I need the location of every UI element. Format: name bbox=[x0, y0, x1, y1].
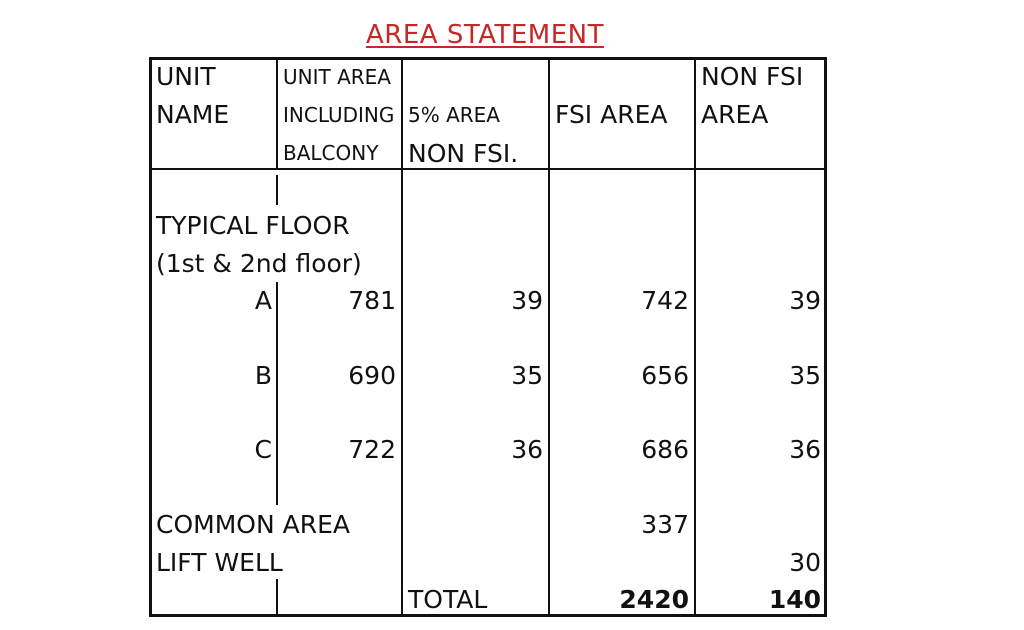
column-divider-4 bbox=[694, 57, 696, 617]
common-area-label: COMMON AREA bbox=[156, 510, 350, 539]
header-pct-area-line1: 5% AREA bbox=[408, 103, 500, 127]
row-a-fsi-area: 742 bbox=[641, 286, 689, 315]
row-c-pct-area: 36 bbox=[511, 435, 543, 464]
total-label: TOTAL bbox=[408, 585, 488, 614]
row-b-unit-area: 690 bbox=[348, 361, 396, 390]
header-non-fsi-area-line1: NON FSI bbox=[701, 62, 804, 91]
common-area-fsi-area: 337 bbox=[641, 510, 689, 539]
row-c-non-fsi-area: 36 bbox=[789, 435, 821, 464]
column-divider-1-segment bbox=[276, 175, 278, 205]
header-divider bbox=[149, 168, 827, 170]
header-pct-area-line2: NON FSI. bbox=[408, 139, 519, 168]
column-divider-2 bbox=[401, 57, 403, 617]
row-c-unit-area: 722 bbox=[348, 435, 396, 464]
column-divider-1-segment bbox=[276, 282, 278, 505]
section-label: TYPICAL FLOOR bbox=[156, 211, 350, 240]
row-b-non-fsi-area: 35 bbox=[789, 361, 821, 390]
column-divider-1-segment bbox=[276, 579, 278, 617]
header-unit-area-line1: UNIT AREA bbox=[283, 65, 391, 89]
row-a-unit-area: 781 bbox=[348, 286, 396, 315]
header-unit-area-line3: BALCONY bbox=[283, 141, 379, 165]
row-b-fsi-area: 656 bbox=[641, 361, 689, 390]
header-unit-name-line1: UNIT bbox=[156, 62, 216, 91]
page-title: AREA STATEMENT bbox=[366, 20, 604, 50]
row-a-unit: A bbox=[254, 286, 272, 315]
column-divider-1-header bbox=[276, 57, 278, 168]
row-a-non-fsi-area: 39 bbox=[789, 286, 821, 315]
row-a-pct-area: 39 bbox=[511, 286, 543, 315]
header-unit-name-line2: NAME bbox=[156, 100, 230, 129]
lift-well-non-fsi-area: 30 bbox=[789, 548, 821, 577]
header-fsi-area: FSI AREA bbox=[555, 100, 668, 129]
header-non-fsi-area-line2: AREA bbox=[701, 100, 769, 129]
lift-well-label: LIFT WELL bbox=[156, 548, 283, 577]
row-b-unit: B bbox=[254, 361, 272, 390]
total-fsi-area: 2420 bbox=[619, 585, 689, 614]
section-sublabel: (1st & 2nd floor) bbox=[156, 249, 362, 278]
row-c-fsi-area: 686 bbox=[641, 435, 689, 464]
header-unit-area-line2: INCLUDING bbox=[283, 103, 395, 127]
row-c-unit: C bbox=[254, 435, 272, 464]
column-divider-3 bbox=[548, 57, 550, 617]
total-non-fsi-area: 140 bbox=[768, 585, 821, 614]
row-b-pct-area: 35 bbox=[511, 361, 543, 390]
